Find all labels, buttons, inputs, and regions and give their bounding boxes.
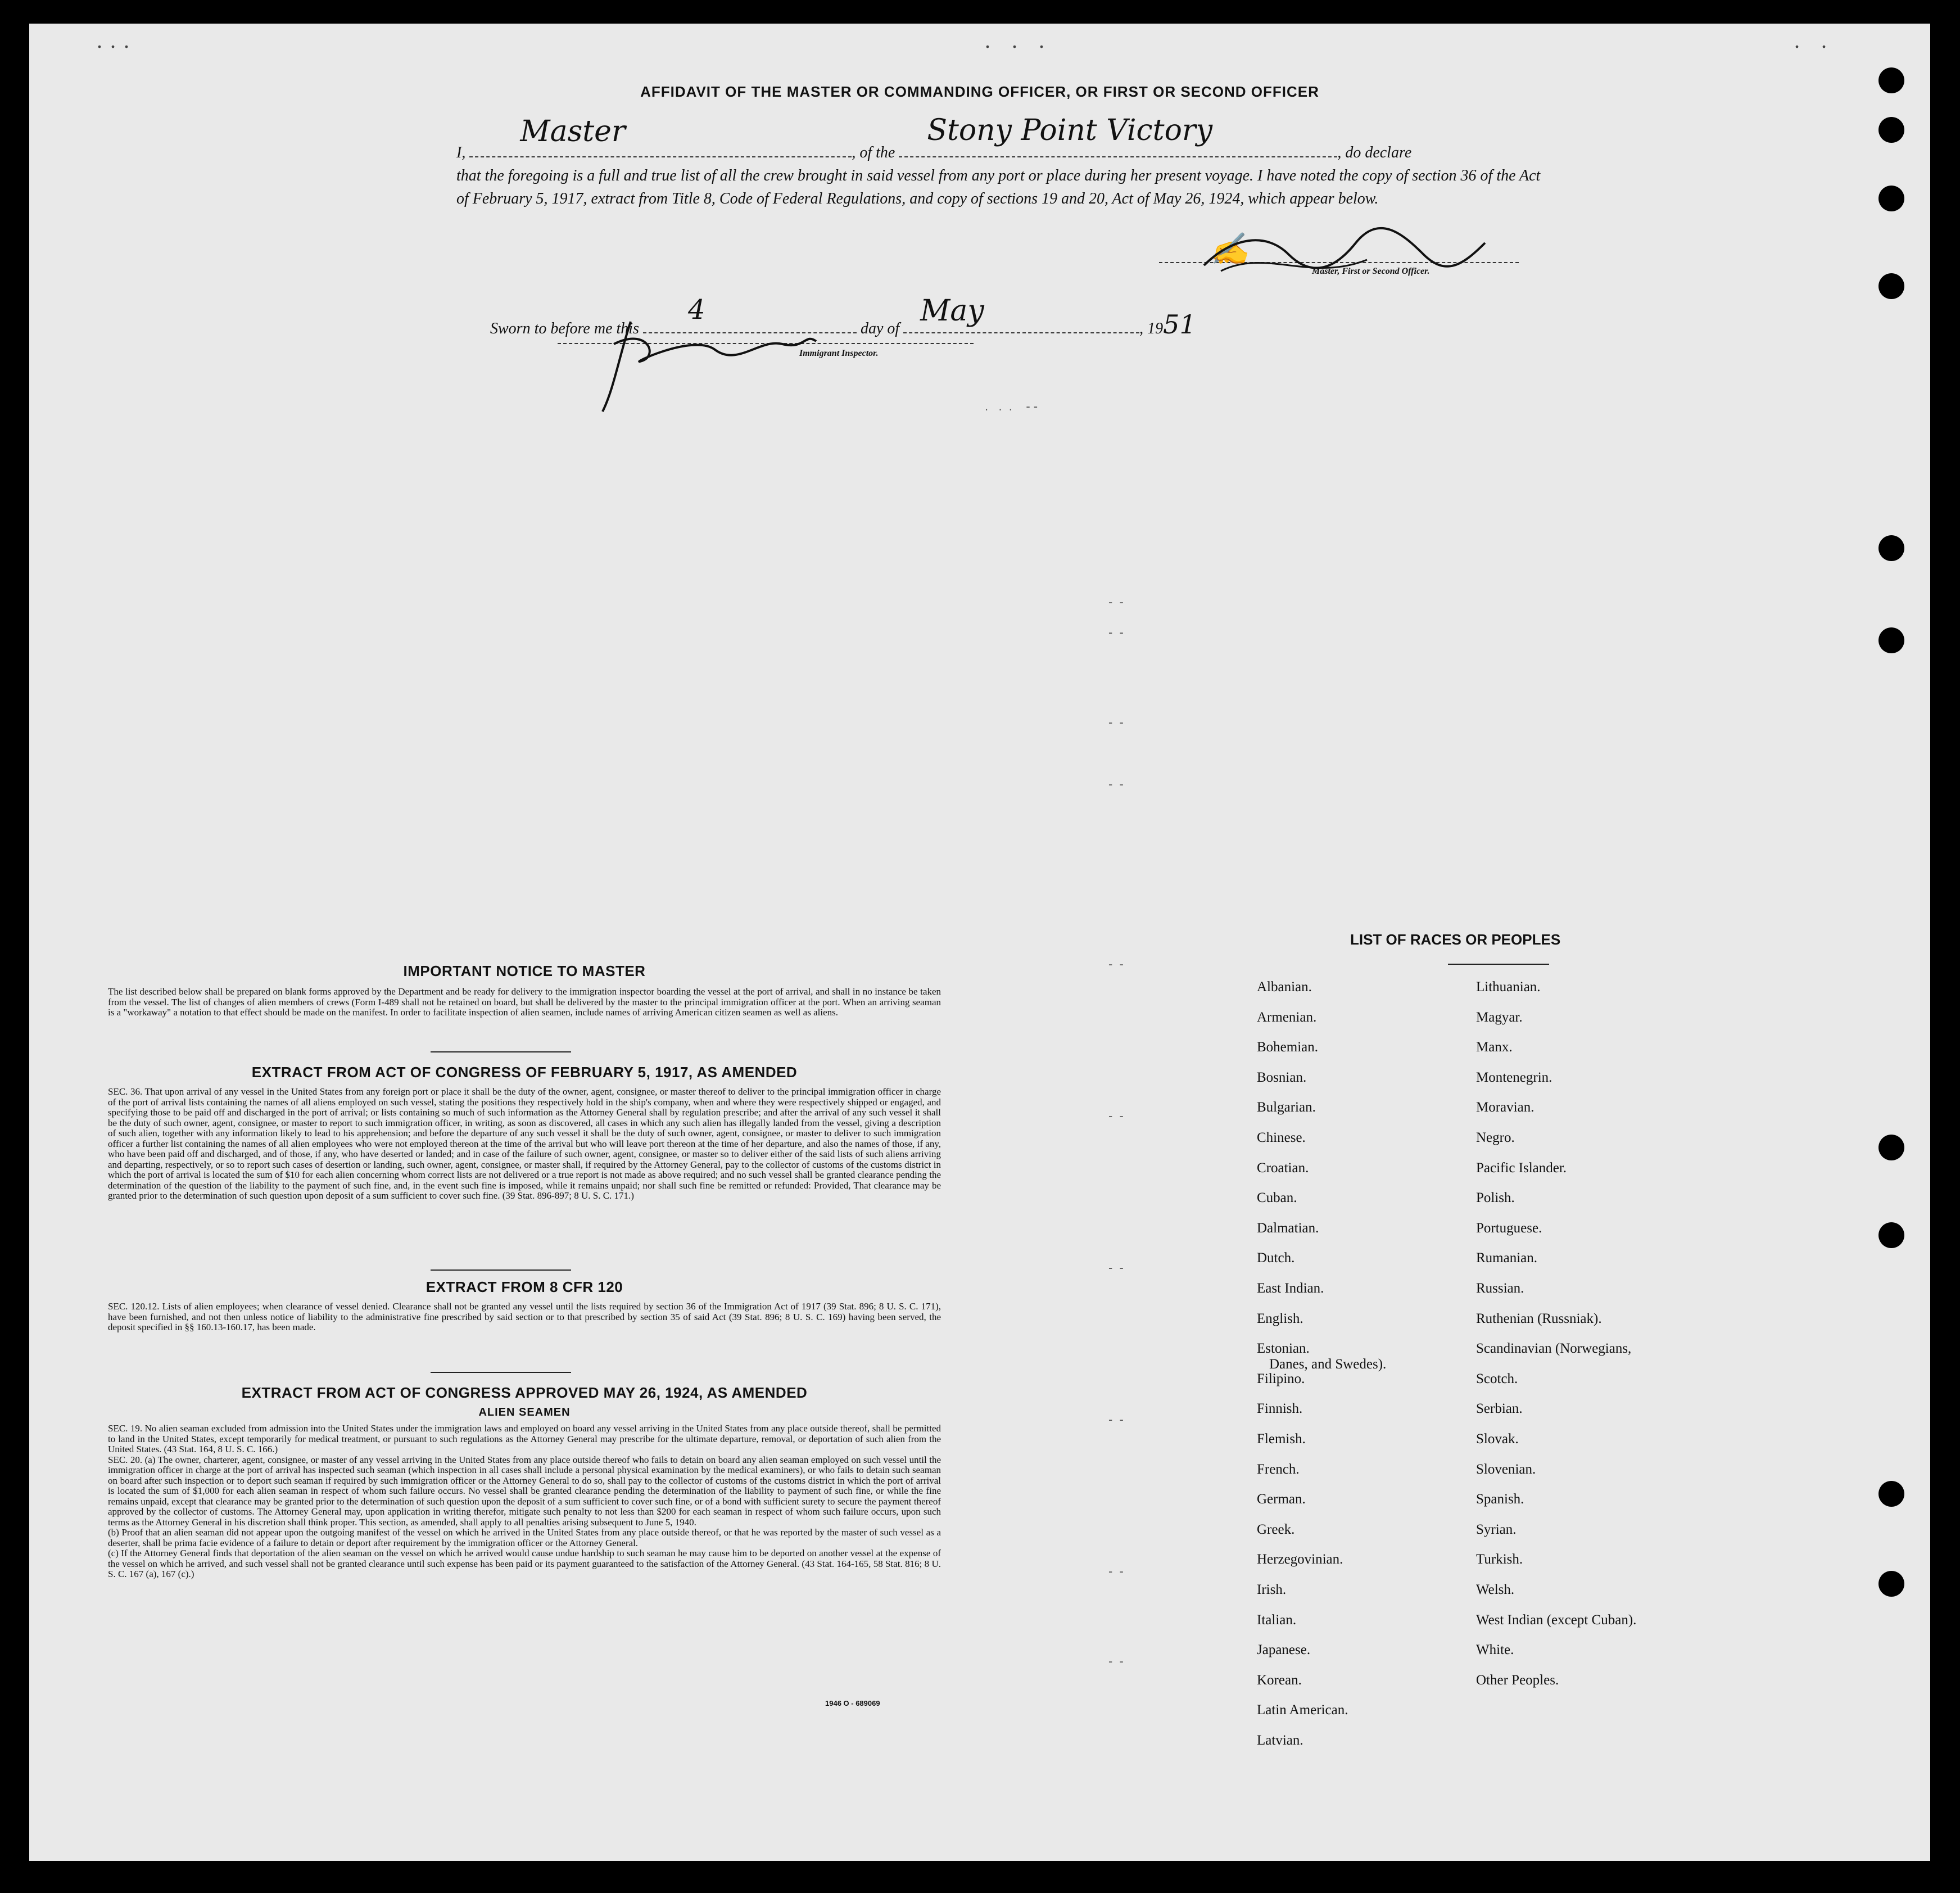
column-mark: - -	[1108, 715, 1124, 729]
sec20c-text: (c) If the Attorney General finds that deportation of the alien seaman on the vessel on which he arrived would cause undue hardship to such seaman he may cause him to be deported on another vessel at the expense of the vessel on which he arrived, and such vessel shall not be granted clearance until such expense has been paid or its payment guaranteed to the satisfaction of the Attorney General. (43 Stat. 164-165, 58 Stat. 816; 8 U. S. C. 167 (a), 167 (c).)	[108, 1548, 941, 1579]
race-item: Spanish.	[1476, 1492, 1524, 1507]
column-mark: . . . - -	[985, 399, 1038, 413]
binder-hole-icon	[1878, 1222, 1904, 1248]
race-item: Ruthenian (Russniak).	[1476, 1311, 1602, 1326]
race-item: Italian.	[1257, 1612, 1297, 1628]
race-item: Magyar.	[1476, 1010, 1523, 1025]
race-item: Welsh.	[1476, 1582, 1515, 1597]
race-item: Japanese.	[1257, 1642, 1311, 1657]
race-item: Korean.	[1257, 1673, 1302, 1688]
race-item: West Indian (except Cuban).	[1476, 1612, 1637, 1628]
scan-mark: . . .	[985, 28, 1052, 53]
master-signature-scribble	[1198, 226, 1491, 288]
binder-hole-icon	[1878, 627, 1904, 653]
race-item: Bosnian.	[1257, 1070, 1307, 1085]
race-item: Montenegrin.	[1476, 1070, 1552, 1085]
column-mark: - -	[1108, 595, 1124, 609]
race-item: Bulgarian.	[1257, 1100, 1316, 1115]
column-mark: - -	[1108, 1109, 1124, 1123]
extract-1917-section	[108, 1064, 941, 1201]
race-item: Syrian.	[1476, 1522, 1517, 1537]
i-label: I,	[456, 144, 466, 161]
divider	[431, 1051, 571, 1052]
race-item: Slovenian.	[1476, 1462, 1536, 1477]
binder-hole-icon	[1878, 1135, 1904, 1160]
race-item: East Indian.	[1257, 1281, 1324, 1296]
race-item: Slovak.	[1476, 1431, 1519, 1447]
binder-hole-icon	[1878, 186, 1904, 211]
binder-hole-icon	[1878, 535, 1904, 561]
extract-cfr-text: SEC. 120.12. Lists of alien employees; when clearance of vessel denied. Clearance shall not be granted any vessel until the lists required by section 36 of the Immigration Act of 1917 (39 Stat. 896; 8 U. S. C. 171), have been furnished, and not then unless notice of liability to the administrative fine prescribed by said section or to that prescribed by section 35 of said Act (39 Stat. 896; 8 U. S. C. 169) having been served, the deposit specified in §§ 160.13-160.17, has been made.	[108, 1301, 941, 1332]
race-item: Scotch.	[1476, 1371, 1518, 1386]
race-item: Serbian.	[1476, 1401, 1523, 1416]
race-item: Cuban.	[1257, 1190, 1297, 1205]
column-mark: - -	[1108, 957, 1124, 971]
race-item: Dalmatian.	[1257, 1221, 1319, 1236]
race-item: English.	[1257, 1311, 1303, 1326]
inspector-label: Immigrant Inspector.	[799, 349, 879, 358]
manifest-page	[29, 24, 1930, 1861]
day-of-label: day of	[860, 320, 900, 337]
print-code: 1946 O - 689069	[825, 1699, 880, 1707]
race-item: Russian.	[1476, 1281, 1524, 1296]
affidavit-title: AFFIDAVIT OF THE MASTER OR COMMANDING OFFICER, OR FIRST OR SECOND OFFICER	[640, 83, 1319, 100]
column-mark: - -	[1108, 1261, 1124, 1275]
extract-1924-title: EXTRACT FROM ACT OF CONGRESS APPROVED MAY 26, 1924, AS AMENDED	[241, 1384, 808, 1401]
binder-hole-icon	[1878, 1571, 1904, 1597]
race-item: Pacific Islander.	[1476, 1160, 1567, 1176]
notice-section	[108, 963, 941, 1018]
race-item: Turkish.	[1476, 1552, 1523, 1567]
race-item: Finnish.	[1257, 1401, 1303, 1416]
column-mark: - -	[1108, 1412, 1124, 1426]
binder-hole-icon	[1878, 117, 1904, 143]
signature-label: Master, First or Second Officer.	[1312, 266, 1430, 276]
race-item: Latvian.	[1257, 1733, 1303, 1748]
column-mark: - -	[1108, 1654, 1124, 1668]
race-item: Manx.	[1476, 1040, 1513, 1055]
vessel-name-field	[899, 114, 1337, 157]
of-the-label: , of the	[852, 144, 895, 161]
race-item: Negro.	[1476, 1130, 1515, 1145]
race-item: Lithuanian.	[1476, 979, 1541, 995]
scan-mark: ...	[97, 28, 137, 53]
scan-mark: . .	[1794, 28, 1835, 53]
column-mark: - -	[1108, 625, 1124, 639]
do-declare-label: , do declare	[1337, 144, 1412, 161]
handwritten-rank: Master	[520, 115, 626, 148]
notice-text: The list described below shall be prepared on blank forms approved by the Department and be ready for delivery to the immigration inspector boarding the vessel at the port of arrival, and shall in no instance be taken from the vessel. The list of changes of alien members of crews (Form I-489 shall not be retained on board, but shall be delivered by the master to the principal immigration officer at the port. When an arriving seaman is a "workaway" a notation to that effect should be made on the manifest. In order to facilitate inspection of alien seamen, include names of arriving American citizen seamen as well as aliens.	[108, 986, 941, 1018]
handwritten-vessel-name: Stony Point Victory	[927, 114, 1213, 147]
year-prefix: , 19	[1139, 320, 1164, 337]
race-item: Herzegovinian.	[1257, 1552, 1343, 1567]
sec19-text: SEC. 19. No alien seaman excluded from admission into the United States under the immigration laws and employed on board any vessel arriving in the United States from any place outside thereof, shall be permitted to land in the United States, except temporarily for medical treatment, or pursuant to such regulations as the Attorney General may prescribe for the ultimate departure, removal, or deportation of such alien from the United States. (43 Stat. 164, 8 U. S. C. 166.)	[108, 1423, 941, 1454]
race-item: Danes, and Swedes).	[1269, 1357, 1387, 1372]
race-item: Armenian.	[1257, 1010, 1317, 1025]
binder-hole-icon	[1878, 1481, 1904, 1507]
sworn-label: Sworn to before me this	[490, 320, 639, 337]
race-item: Scandinavian (Norwegians,	[1476, 1341, 1632, 1356]
affidavit-statement	[456, 114, 1547, 210]
affidavit-body: that the foregoing is a full and true list of all the crew brought in said vessel from any port or place during her present voyage. I have noted the copy of section 36 of the Act of February 5, 1917, extract from Title 8, Code of Federal Regulations, and copy of sections 19 and 20, Act of May 26, 1924, which appear below.	[456, 167, 1541, 207]
race-item: Latin American.	[1257, 1702, 1348, 1718]
extract-1924-section	[108, 1384, 941, 1580]
extract-1924-subtitle: ALIEN SEAMEN	[478, 1406, 571, 1418]
handwritten-month: May	[920, 294, 984, 328]
extract-cfr-title: EXTRACT FROM 8 CFR 120	[426, 1278, 623, 1295]
race-item: Estonian.	[1257, 1341, 1310, 1356]
column-mark: - -	[1108, 1564, 1124, 1578]
races-title: LIST OF RACES OR PEOPLES	[1350, 931, 1561, 948]
column-mark: - -	[1108, 777, 1124, 791]
extract-1917-text: SEC. 36. That upon arrival of any vessel in the United States from any foreign port or place it shall be the duty of the owner, agent, consignee, or master thereof to deliver to the principal immigration officer in charge of the port of arrival lists containing the names of all aliens employed on such vessel, stating the positions they respectively hold in the ship's company, when and where they were respectively shipped or engaged, and specifying those to be paid off and discharged in the port of arrival; or lists containing so much of such information as the Attorney General shall by regulation prescribe; and after the arrival of any such vessel it shall be the duty of such owner, agent, consignee, or master to report to such immigration officer, in writing, as soon as discovered, all cases in which any such alien has illegally landed from the vessel, giving a description of such alien, together with any information likely to lead to his apprehension; and before the departure of any such vessel it shall be the duty of such owner, agent, consignee, or master to deliver to such immigration officer a further list containing the names of all alien employees who were not employed thereon at the time of the arrival but who will leave port thereon at the time of her departure, and also the names of those, if any, who have been paid off and discharged, and of those, if any, who have deserted or landed; and in case of the failure of such owner, agent, consignee, or master so to deliver either of the said lists of such aliens arriving and departing, respectively, or so to report such cases of desertion or landing, such owner, agent, consignee, or master shall, if required by the Attorney General, pay to the collector of customs of the customs district in which the port of arrival is located the sum of $10 for each alien concerning whom correct lists are not delivered or a true report is not made as above required; and no such vessel shall be granted clearance pending the determination of the question of the liability to the payment of such fine, and, in the event such fine is imposed, while it remains unpaid; nor shall such fine be remitted or refunded: Provided, That clearance may be granted prior to the determination of such question upon deposit of a sum sufficient to cover such fine. (39 Stat. 896-897; 8 U. S. C. 171.)	[108, 1086, 941, 1201]
race-item: Filipino.	[1257, 1371, 1305, 1386]
race-item: White.	[1476, 1642, 1514, 1657]
race-item: French.	[1257, 1462, 1300, 1477]
sec20b-text: (b) Proof that an alien seaman did not appear upon the outgoing manifest of the vessel on which he arrived in the United States from any place outside thereof, or that he was reported by the master of such vessel as a deserter, shall be prima facie evidence of a failure to detain or deport after requirement by the immigration officer or the Attorney General.	[108, 1527, 941, 1548]
rank-field	[469, 115, 852, 157]
extract-cfr-section	[108, 1278, 941, 1333]
month-field	[903, 294, 1139, 333]
race-item: Greek.	[1257, 1522, 1295, 1537]
sec20a-text: SEC. 20. (a) The owner, charterer, agent, consignee, or master of any vessel arriving in the United States from any place outside thereof who fails to detain on board any alien seaman employed on such vessel until the immigration officer in charge at the port of arrival has inspected such seaman (which inspection in all cases shall include a personal physical examination by the medical examiners), or who fails to detain such seaman on board after such inspection or to deport such seaman if required by such immigration officer or the Attorney General to do so, shall pay to the collector of customs of the customs district in which the port of arrival is located the sum of $1,000 for each alien seaman in respect of whom such failure occurs. No vessel shall be granted clearance pending the determination of the liability to payment of such fine, or while the fine remains unpaid, except that clearance may be granted prior to the determination of such question upon the deposit of a sum sufficient to cover such fine, or of a bond with sufficient surety to secure the payment thereof approved by the collector of customs. The Attorney General may, upon application in writing therefor, mitigate such penalty to not less than $200 for each seaman in respect of whom such failure occurs, upon such terms as the Attorney General in his discretion shall think proper. This section, as amended, shall apply to all penalties arising subsequent to June 5, 1940.	[108, 1454, 941, 1528]
race-item: Moravian.	[1476, 1100, 1534, 1115]
divider	[431, 1372, 571, 1373]
race-item: Portuguese.	[1476, 1221, 1542, 1236]
affidavit-first-line	[456, 114, 1547, 164]
inspector-signature	[580, 310, 827, 417]
extract-1917-title: EXTRACT FROM ACT OF CONGRESS OF FEBRUARY 5, 1917, AS AMENDED	[251, 1064, 798, 1081]
notice-title: IMPORTANT NOTICE TO MASTER	[403, 963, 646, 979]
race-item: German.	[1257, 1492, 1306, 1507]
race-item: Polish.	[1476, 1190, 1515, 1205]
race-item: Bohemian.	[1257, 1040, 1319, 1055]
divider	[1448, 964, 1549, 965]
divider	[431, 1269, 571, 1271]
race-item: Irish.	[1257, 1582, 1287, 1597]
handwritten-day: 4	[687, 294, 705, 326]
race-item: Chinese.	[1257, 1130, 1306, 1145]
handwritten-year: 51	[1163, 309, 1196, 340]
race-item: Rumanian.	[1476, 1250, 1538, 1266]
binder-hole-icon	[1878, 273, 1904, 299]
race-item: Croatian.	[1257, 1160, 1309, 1176]
race-item: Albanian.	[1257, 979, 1312, 995]
race-item: Other Peoples.	[1476, 1673, 1559, 1688]
master-signature: ✍	[1210, 231, 1249, 268]
race-item: Dutch.	[1257, 1250, 1295, 1266]
race-item: Flemish.	[1257, 1431, 1306, 1447]
